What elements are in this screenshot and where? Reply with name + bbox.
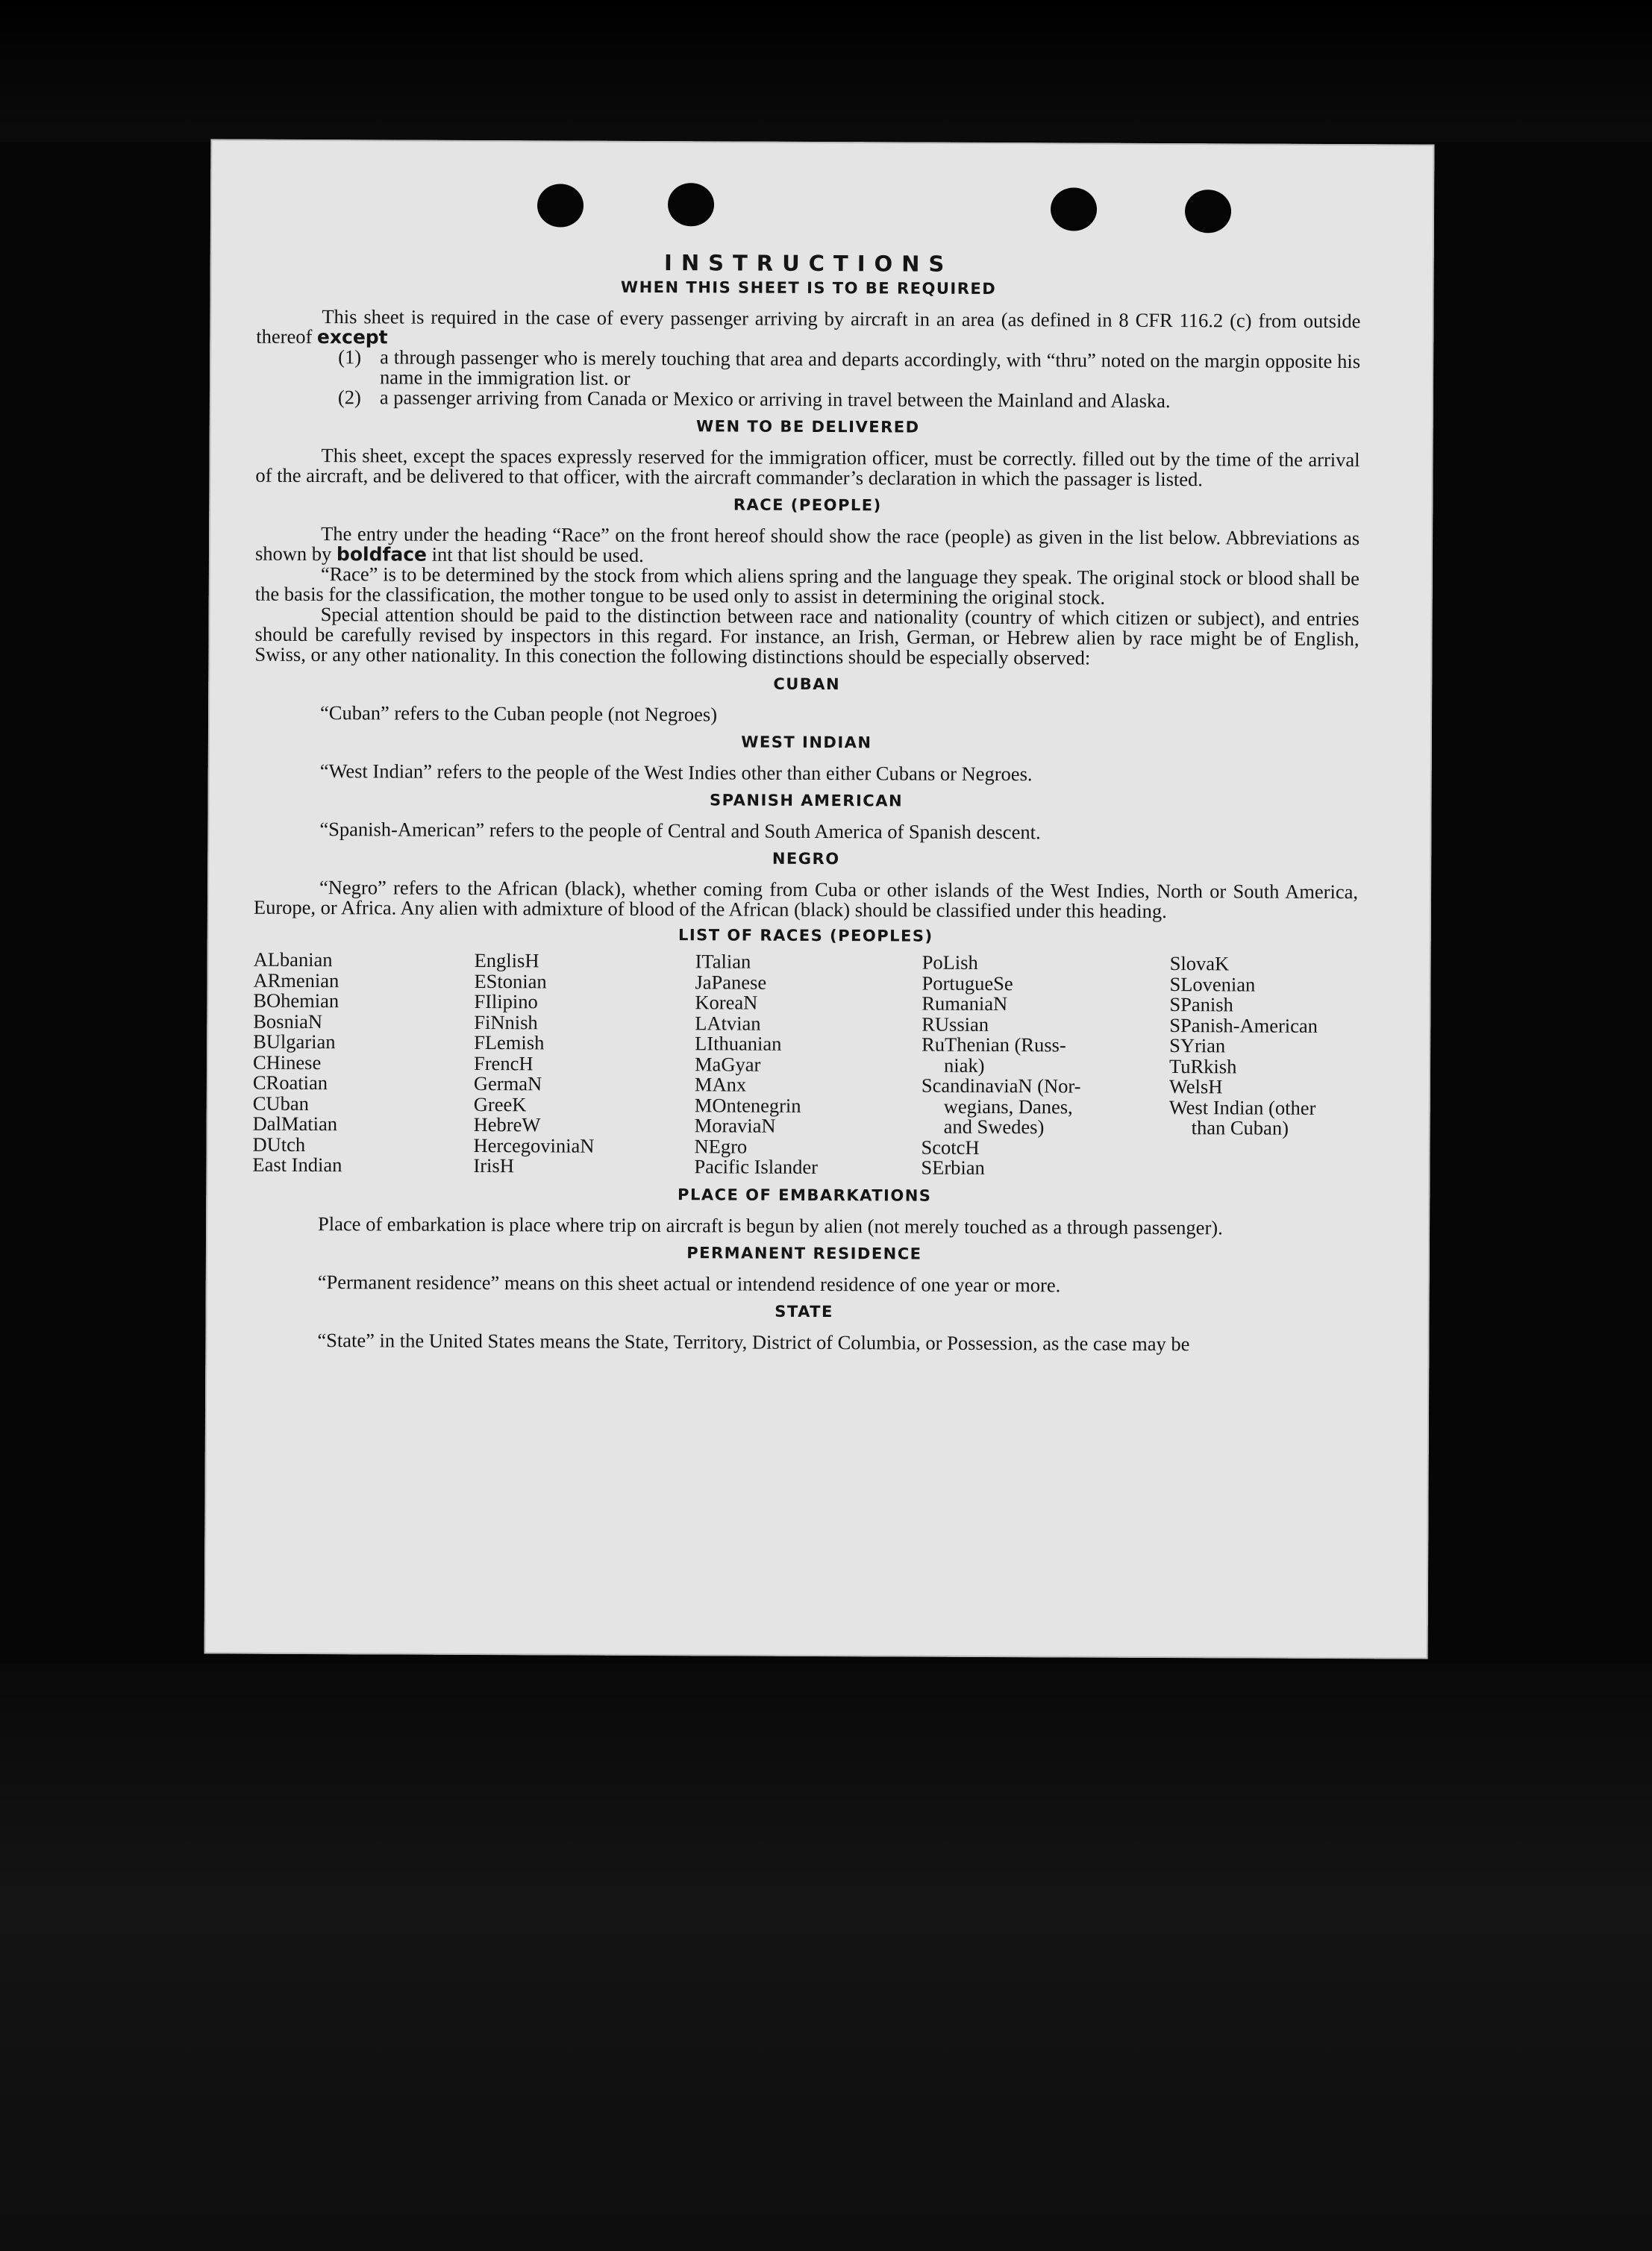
race-entry: ITalian [695,950,751,973]
race-entry: BosniaN [253,1009,323,1033]
race-entry: SYrian [1169,1034,1226,1057]
heading-west-indian: WEST INDIAN [741,733,872,752]
race-entry: SPanish-American [1169,1013,1318,1037]
punch-hole [537,184,583,227]
race-entry: SErbian [921,1156,985,1179]
race-entry: East Indian [252,1153,342,1177]
heading-negro: NEGRO [772,849,840,868]
race-entry: ALbanian [253,948,333,971]
race-entry: MoraviaN [694,1114,776,1137]
west-indian-text: “West Indian” refers to the people of the West Indies other than either Cubans or Negroes. [319,760,1033,786]
race-entry: FIlipino [474,989,538,1013]
race-entry: CUban [252,1092,309,1115]
race-entry: wegians, Danes, [943,1095,1073,1118]
race-entry: CRoatian [252,1071,328,1095]
race-entry: and Swedes) [943,1115,1045,1139]
scan-background-top [0,0,1652,142]
race-paragraph-1: The entry under the heading “Race” on the front hereof should show the race (people) as given in the list below. Abbreviations as shown by boldface int that list should be used. [254,522,1360,566]
race-entry: ScotcH [921,1136,980,1159]
race-entry: SLovenian [1169,972,1256,996]
race-paragraph-2: “Race” is to be determined by the stock from which aliens spring and the language they speak. The original stock or blood shall be the basis for the classification, the mother tongue to be used only to assist in determining the original stock. [254,563,1360,609]
race-entry: PoLish [922,951,978,974]
race-entry: EStonian [474,969,547,992]
spanish-american-text: “Spanish-American” refers to the people of Central and South America of Spanish descent. [319,818,1041,844]
race-entry: MaGyar [694,1052,761,1076]
race-column [694,951,922,1178]
race-entry: NEgro [694,1134,748,1158]
race-entry: RumaniaN [922,992,1008,1015]
race-entry: LIthuanian [695,1032,782,1055]
race-entry: West Indian (other [1168,1095,1316,1119]
race-entry: LAtvian [695,1011,761,1035]
race-entry: RuThenian (Russ- [922,1033,1066,1056]
race-entry: than Cuban) [1191,1116,1289,1139]
race-entry: HebreW [473,1112,541,1136]
race-entry: GermaN [473,1071,542,1095]
race-column [252,950,474,1177]
heading-when-required: WHEN THIS SHEET IS TO BE REQUIRED [620,278,997,298]
race-column [473,948,695,1177]
heading-when-delivered: WEN TO BE DELIVERED [695,417,920,436]
race-entry: WelsH [1168,1075,1223,1098]
when-delivered-text: This sheet, except the spaces expressly reserved for the immigration officer, must be correctly. filled out by the time of the arrival of the aircraft, and be delivered to that officer, with the aircraft commander’s declaration in which the passager is listed. [255,444,1360,491]
heading-permanent-residence: PERMANENT RESIDENCE [686,1243,922,1263]
race-entry: TuRkish [1168,1054,1237,1077]
except-word: except [316,326,388,348]
race-entry: GreeK [473,1092,527,1115]
heading-spanish-american: SPANISH AMERICAN [710,791,904,810]
race-entry: DUtch [252,1133,306,1156]
boldface-word: boldface [336,543,428,566]
exception-item: (1) a through passenger who is merely touching that area and departs accordingly, with “thru” noted on the margin opposite his name in the immigration list. or [338,345,1361,389]
document-sheet [204,139,1435,1659]
race-column [1168,954,1371,1180]
punch-hole [1051,187,1097,231]
cuban-text: “Cuban” refers to the Cuban people (not Negroes) [320,701,718,726]
race-entry: SPanish [1169,993,1233,1016]
punch-hole [1185,190,1231,233]
race-entry: Pacific Islander [694,1155,819,1178]
heading-race: RACE (PEOPLE) [733,495,882,515]
heading-list-of-races: LIST OF RACES (PEOPLES) [678,926,933,945]
race-entry: ARmenian [253,968,340,992]
race-list [252,950,1357,1180]
punch-hole [668,183,714,226]
heading-state: STATE [775,1302,833,1321]
race-entry: SlovaK [1169,952,1230,975]
race-entry: BOhemian [253,989,340,1012]
negro-text: “Negro” refers to the African (black), whether coming from Cuba or other islands of the West Indies, North or South America, Europe, or Africa. Any alien with admixture of blood of the African (black) should be classified under this heading. [253,876,1359,923]
race-entry: PortugueSe [922,971,1013,995]
race-entry: FiNnish [474,1010,538,1033]
race-entry: CHinese [252,1051,322,1074]
exception-item: (2) a passenger arriving from Canada or Mexico or arriving in travel between the Mainland and Alaska. [337,386,1171,413]
race-entry: MOntenegrin [694,1093,801,1117]
race-entry: JaPanese [695,970,767,994]
race-entry: BUlgarian [253,1030,336,1054]
state-text: “State” in the United States means the State, Territory, District of Columbia, or Possession, as the case may be [317,1328,1190,1355]
embarkation-text: Place of embarkation is place where trip on aircraft is begun by alien (not merely touched as a through passenger). [318,1212,1223,1239]
race-paragraph-3: Special attention should be paid to the distinction between race and nationality (country of which citizen or subject), and entries should be carefully revised by inspectors in this regard. For instance, an Irish, German, or Hebrew alien by race might be of English, Swiss, or any other nationality. In this conection the following distinctions should be especially observed: [254,603,1360,669]
heading-cuban: CUBAN [773,674,841,694]
race-entry: FLemish [474,1030,545,1054]
race-column [921,953,1169,1180]
when-required-intro: This sheet is required in the case of every passenger arriving by aircraft in an area (as defined in 8 CFR 116.2 (c) from outside thereof except [256,305,1361,348]
scan-background-bottom [0,1664,1652,2251]
page-title: INSTRUCTIONS [664,250,954,277]
race-entry: niak) [943,1054,985,1077]
race-entry: HercegoviniaN [473,1133,595,1157]
permanent-residence-text: “Permanent residence” means on this sheet actual or intendend residence of one year or more. [317,1270,1061,1296]
race-entry: IrisH [473,1153,514,1177]
race-entry: MAnx [694,1073,747,1096]
document-content [251,251,1360,1355]
race-entry: FrencH [473,1051,534,1074]
race-entry: EnglisH [474,948,539,972]
race-entry: RUssian [922,1012,989,1036]
heading-embarkation: PLACE OF EMBARKATIONS [678,1185,932,1205]
race-entry: DalMatian [252,1112,338,1136]
race-entry: KoreaN [695,991,758,1014]
race-entry: ScandinaviaN (Nor- [921,1074,1081,1098]
